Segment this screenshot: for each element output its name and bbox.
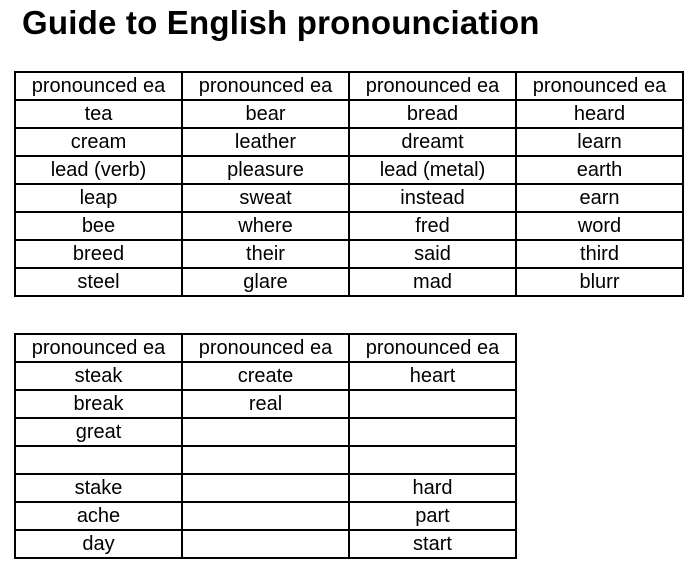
table-cell: stake <box>15 474 182 502</box>
table-cell: create <box>182 362 349 390</box>
column-header: pronounced ea <box>15 72 182 100</box>
column-header: pronounced ea <box>349 334 516 362</box>
table-cell: third <box>516 240 683 268</box>
table-cell: heard <box>516 100 683 128</box>
table-cell: fred <box>349 212 516 240</box>
column-header: pronounced ea <box>349 72 516 100</box>
table-cell: leap <box>15 184 182 212</box>
table-row <box>15 530 516 558</box>
table-row <box>15 446 516 474</box>
table-row <box>15 390 516 418</box>
table-row <box>15 474 516 502</box>
table-cell <box>182 502 349 530</box>
table-cell: break <box>15 390 182 418</box>
table-cell <box>349 446 516 474</box>
pronunciation-table-1 <box>14 71 684 297</box>
table-cell: dreamt <box>349 128 516 156</box>
table-header-row <box>15 334 516 362</box>
table-cell: breed <box>15 240 182 268</box>
table-row <box>15 268 683 296</box>
column-header: pronounced ea <box>182 334 349 362</box>
table-row <box>15 362 516 390</box>
table-cell <box>182 418 349 446</box>
table-cell: said <box>349 240 516 268</box>
page-title: Guide to English pronounciation <box>22 4 540 41</box>
table-cell: pleasure <box>182 156 349 184</box>
table-cell: word <box>516 212 683 240</box>
table-row <box>15 502 516 530</box>
table-cell: sweat <box>182 184 349 212</box>
table-cell: real <box>182 390 349 418</box>
table-cell: part <box>349 502 516 530</box>
table-cell <box>182 530 349 558</box>
table-cell: great <box>15 418 182 446</box>
table-cell: mad <box>349 268 516 296</box>
table-row <box>15 128 683 156</box>
table-row <box>15 156 683 184</box>
column-header: pronounced ea <box>182 72 349 100</box>
table-header-row <box>15 72 683 100</box>
table-cell: bear <box>182 100 349 128</box>
table-cell: learn <box>516 128 683 156</box>
table-cell: ache <box>15 502 182 530</box>
table-row <box>15 212 683 240</box>
table-cell: tea <box>15 100 182 128</box>
table-row <box>15 240 683 268</box>
table-cell <box>182 446 349 474</box>
table-row <box>15 418 516 446</box>
table-cell: leather <box>182 128 349 156</box>
table-cell: bee <box>15 212 182 240</box>
table-cell: hard <box>349 474 516 502</box>
table-cell: steak <box>15 362 182 390</box>
table-cell: lead (verb) <box>15 156 182 184</box>
table-cell <box>182 474 349 502</box>
table-cell: day <box>15 530 182 558</box>
table-row <box>15 184 683 212</box>
table-cell: where <box>182 212 349 240</box>
table-cell: instead <box>349 184 516 212</box>
pronunciation-table-2 <box>14 333 517 559</box>
column-header: pronounced ea <box>15 334 182 362</box>
table-cell: lead (metal) <box>349 156 516 184</box>
table-cell <box>349 390 516 418</box>
table-body <box>15 72 683 296</box>
table-cell: blurr <box>516 268 683 296</box>
table-cell: cream <box>15 128 182 156</box>
column-header: pronounced ea <box>516 72 683 100</box>
table-cell: glare <box>182 268 349 296</box>
table-cell <box>349 418 516 446</box>
table-cell: heart <box>349 362 516 390</box>
table-cell <box>15 446 182 474</box>
table-cell: earth <box>516 156 683 184</box>
table-body <box>15 334 516 558</box>
table-row <box>15 100 683 128</box>
table-cell: start <box>349 530 516 558</box>
table-cell: bread <box>349 100 516 128</box>
table-cell: steel <box>15 268 182 296</box>
table-cell: their <box>182 240 349 268</box>
table-cell: earn <box>516 184 683 212</box>
